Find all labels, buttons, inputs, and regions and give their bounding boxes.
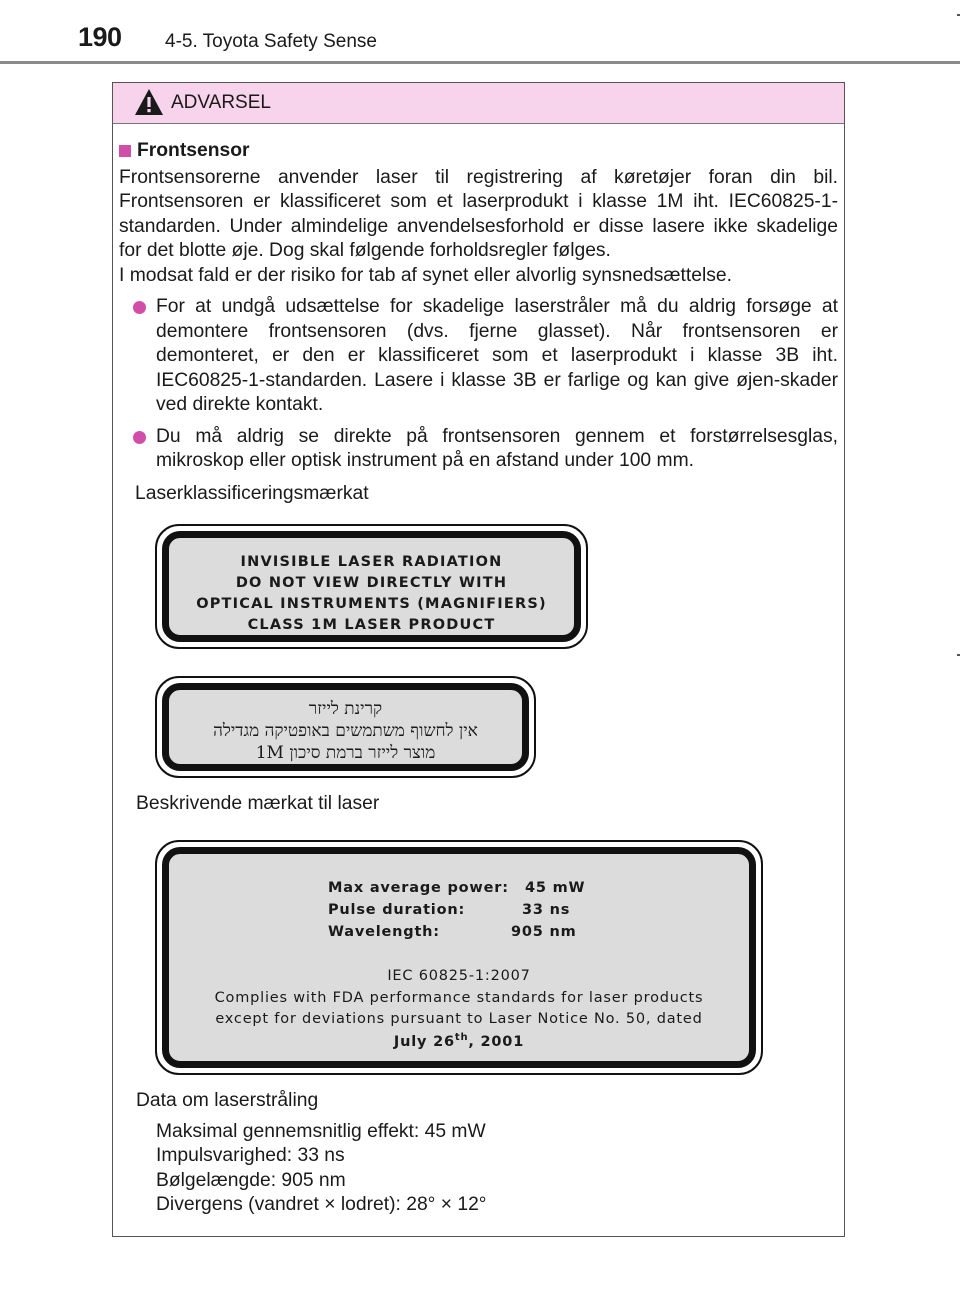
label1-line: DO NOT VIEW DIRECTLY WITH [235,575,508,591]
date-main: July 26 [393,1033,455,1050]
warning-triangle-icon [134,88,164,116]
section-heading [119,139,838,164]
round-bullet-icon [133,301,146,314]
section-title: 4-5. Toyota Safety Sense [165,31,377,52]
data-line: Maksimal gennemsnitlig effekt: 45 mW [156,1120,486,1142]
round-bullet-icon [133,431,146,444]
intro-paragraph: Frontsensorerne anvender laser til registrering af køretøjer foran din bil. Frontsensoren er klassificeret som et laserprodukt i klasse 1M iht. IEC60825-1-standarden. Under almindelige anvendelsesforhold er disse lasere ikke skadelige for det blotte øje. Dog skal følgende forholdsregler følges. [119,166,838,261]
label1-line: OPTICAL INSTRUMENTS (MAGNIFIERS) [196,596,547,612]
heading-text: Frontsensor [137,140,250,161]
spec-pulse-key: Pulse duration: [328,902,466,918]
label1-line: CLASS 1M LASER PRODUCT [247,617,496,633]
label-inner [162,531,581,642]
spec-power-key: Max average power: [328,880,509,896]
spec-power-value: 45 mW [525,880,586,896]
spec-wave-key: Wavelength: [328,924,440,940]
data-line: Bølgelængde: 905 nm [156,1169,346,1191]
class-label-caption: Laserklassificeringsmærkat [135,482,369,504]
desc-label-caption: Beskrivende mærkat til laser [136,793,380,814]
data-caption: Data om laserstråling [136,1090,319,1111]
laser-data-section [136,1089,487,1218]
comply-line-2: except for deviations pursuant to Laser Notice No. 50, dated [215,1011,703,1027]
comply-line-1: Complies with FDA performance standards for laser products [214,990,704,1006]
page-number: 190 [78,22,122,52]
label2-line: אין לחשוף משתמשים באופטיקה מגדילה [213,721,478,741]
square-bullet-icon [119,145,131,157]
label1-line: INVISIBLE LASER RADIATION [240,554,503,570]
data-line: Divergens (vandret × lodret): 28° × 12° [156,1194,487,1215]
warning-header [113,83,844,124]
data-line: Impulsvarighed: 33 ns [156,1145,345,1166]
data-list [136,1120,487,1218]
label-inner [162,847,756,1068]
label2-line: קרינת לייזר [308,699,383,719]
bullet-item [119,425,838,474]
laser-description-label [155,840,763,1075]
label1-text [169,552,574,636]
label-inner [162,683,529,771]
laser-class-label-en [155,524,588,649]
standard-text: IEC 60825-1:2007 [387,968,531,984]
date-year: , 2001 [468,1033,525,1050]
label2-text [169,698,522,764]
bullet-item [119,295,838,418]
bullet-text: Du må aldrig se direkte på frontsensoren gennem et forstørrelsesglas, mikroskop eller optisk instrument på en afstand under 100 mm. [156,425,838,471]
bullet-text: For at undgå udsættelse for skadelige laserstråler må du aldrig forsøge at demontere frontsensoren (dvs. fjerne glasset). Når frontsensoren er demonteret, er den er klassificeret som et laserprodukt i klasse 3B iht. IEC60825-1-standarden. Lasere i klasse 3B er farlige og kan give øjen-skader ved direkte kontakt. [156,296,838,415]
comply-date [169,1032,749,1050]
warning-content [119,139,838,506]
spec-wave-value: 905 nm [511,924,577,940]
label2-line: מוצר לייזר ברמת סיכון 1M [255,743,436,763]
spec-pulse-value: 33 ns [522,902,571,918]
warning-label: ADVARSEL [171,92,271,113]
page-header [0,0,960,64]
laser-class-label-he [155,676,536,778]
header-rule [0,61,960,64]
date-superscript: th [454,1032,469,1043]
intro-paragraph-2: I modsat fald er der risiko for tab af synet eller alvorlig synsnedsættelse. [119,264,732,286]
